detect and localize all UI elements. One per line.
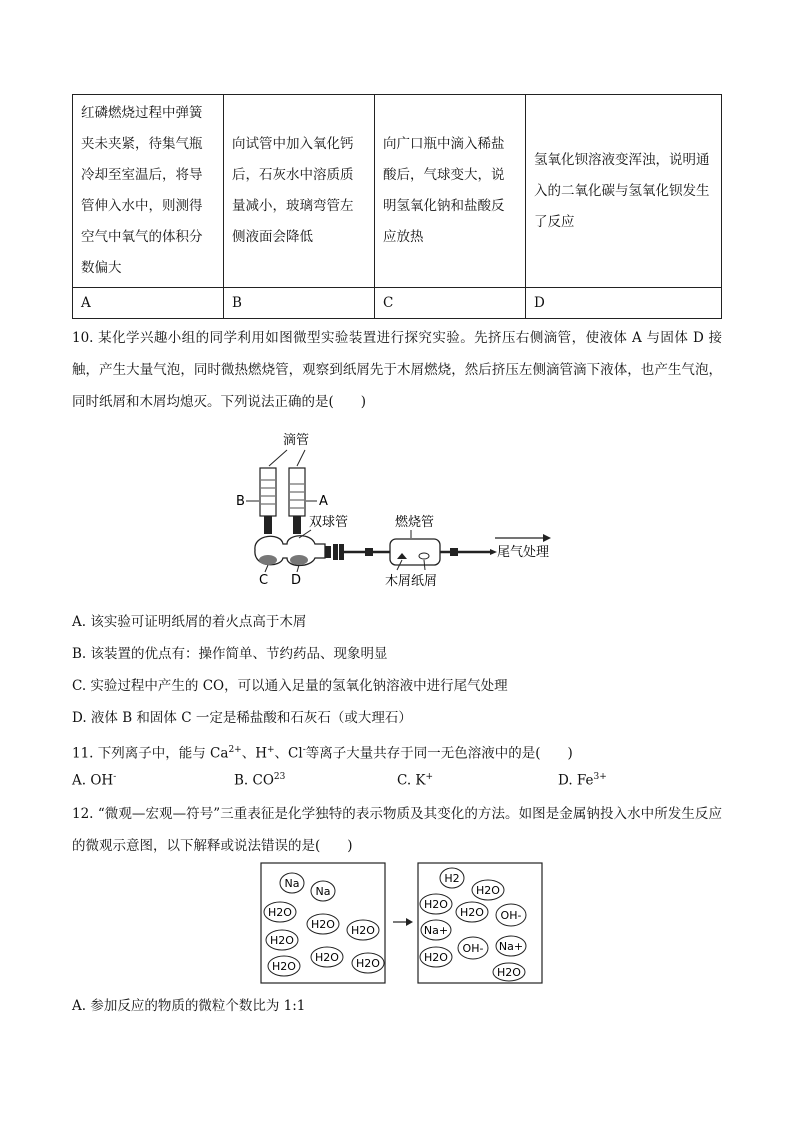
oh-ion: OH- bbox=[500, 909, 522, 922]
table-cell-letter: D bbox=[526, 288, 722, 319]
q11-option-b: B. CO$^{23}$ bbox=[234, 772, 286, 789]
combustion-tube bbox=[390, 539, 440, 565]
h2o-particle: H2O bbox=[497, 966, 521, 979]
oh-ion: OH- bbox=[462, 942, 484, 955]
table-cell: 红磷燃烧过程中弹簧夹未夹紧，待集气瓶冷却至室温后，将导管伸入水中，则测得空气中氧气的体积分数偏大 bbox=[73, 95, 224, 288]
label-d: D bbox=[291, 573, 302, 588]
h2o-particle: H2O bbox=[315, 951, 339, 964]
h2o-particle: H2O bbox=[268, 906, 292, 919]
q12-option-a: A. 参加反应的物质的微粒个数比为 1:1 bbox=[72, 998, 306, 1014]
q10-option-d: D. 液体 B 和固体 C 一定是稀盐酸和石灰石（或大理石） bbox=[72, 710, 412, 726]
na-ion: Na+ bbox=[423, 924, 449, 937]
table-cell: 向试管中加入氧化钙后，石灰水中溶质质量减小，玻璃弯管左侧液面会降低 bbox=[224, 95, 375, 288]
h2o-particle: H2O bbox=[356, 957, 380, 970]
table-cell-letter: A bbox=[73, 288, 224, 319]
h2o-particle: H2O bbox=[351, 924, 375, 937]
solid-c bbox=[259, 555, 277, 565]
label-c: C bbox=[259, 573, 269, 588]
double-bulb-label: 双球管 bbox=[309, 515, 349, 530]
label-b: B bbox=[236, 494, 245, 509]
h2-particle: H2 bbox=[444, 872, 460, 885]
q12-micro-diagram bbox=[260, 862, 550, 986]
left-dropper bbox=[260, 468, 276, 516]
h2o-particle: H2O bbox=[272, 960, 296, 973]
h2o-particle: H2O bbox=[476, 884, 500, 897]
table-cell: 氢氧化钡溶液变浑浊，说明通入的二氧化碳与氢氧化钡发生了反应 bbox=[526, 95, 722, 288]
q10-stem: 10. 某化学兴趣小组的同学利用如图微型实验装置进行探究实验。先挤压右侧滴管，使液体 A 与固体 D 接触，产生大量气泡，同时微热燃烧管，观察到纸屑先于木屑燃烧，然后挤压左侧滴管滴下液体，也产生气泡，同时纸屑和木屑均熄灭。下列说法正确的是( ) bbox=[72, 330, 722, 410]
q10-option-c: C. 实验过程中产生的 CO，可以通入足量的氢氧化钠溶液中进行尾气处理 bbox=[72, 678, 508, 694]
solid-d bbox=[290, 555, 308, 565]
q11-stem: 11. 下列离子中，能与 $Ca^{2+}$、H+、Cl-等离子大量共存于同一无色溶液中的是( ) bbox=[72, 745, 573, 762]
table-cell: 向广口瓶中滴入稀盐酸后，气球变大，说明氢氧化钠和盐酸反应放热 bbox=[375, 95, 526, 288]
q10-apparatus-figure bbox=[225, 422, 565, 592]
wood-paper-label: 木屑纸屑 bbox=[385, 574, 438, 589]
h2o-particle: H2O bbox=[270, 934, 294, 947]
options-table bbox=[72, 94, 722, 319]
q11-option-d: D. $Fe^{3+}$ bbox=[558, 772, 607, 789]
h2o-particle: H2O bbox=[424, 951, 448, 964]
q12-stem: 12. “微观—宏观—符号”三重表征是化学独特的表示物质及其变化的方法。如图是金属钠投入水中所发生反应的微观示意图，以下解释或说法错误的是( ) bbox=[72, 806, 722, 854]
h2o-particle: H2O bbox=[460, 906, 484, 919]
label-a: A bbox=[319, 494, 328, 509]
table-cell-letter: C bbox=[375, 288, 526, 319]
q11-option-a: A. OH- bbox=[72, 772, 117, 789]
na-particle: Na bbox=[284, 877, 300, 890]
q10-option-a: A. 该实验可证明纸屑的着火点高于木屑 bbox=[72, 614, 307, 630]
exhaust-label: 尾气处理 bbox=[497, 545, 550, 560]
combustion-tube-label: 燃烧管 bbox=[395, 515, 435, 530]
h2o-particle: H2O bbox=[311, 918, 335, 931]
na-ion: Na+ bbox=[498, 940, 524, 953]
dropper-label: 滴管 bbox=[283, 433, 310, 448]
q11-option-c: C. K+ bbox=[397, 772, 434, 789]
table-cell-letter: B bbox=[224, 288, 375, 319]
h2o-particle: H2O bbox=[424, 898, 448, 911]
na-particle: Na bbox=[315, 885, 331, 898]
q10-option-b: B. 该装置的优点有：操作简单、节约药品、现象明显 bbox=[72, 646, 388, 662]
